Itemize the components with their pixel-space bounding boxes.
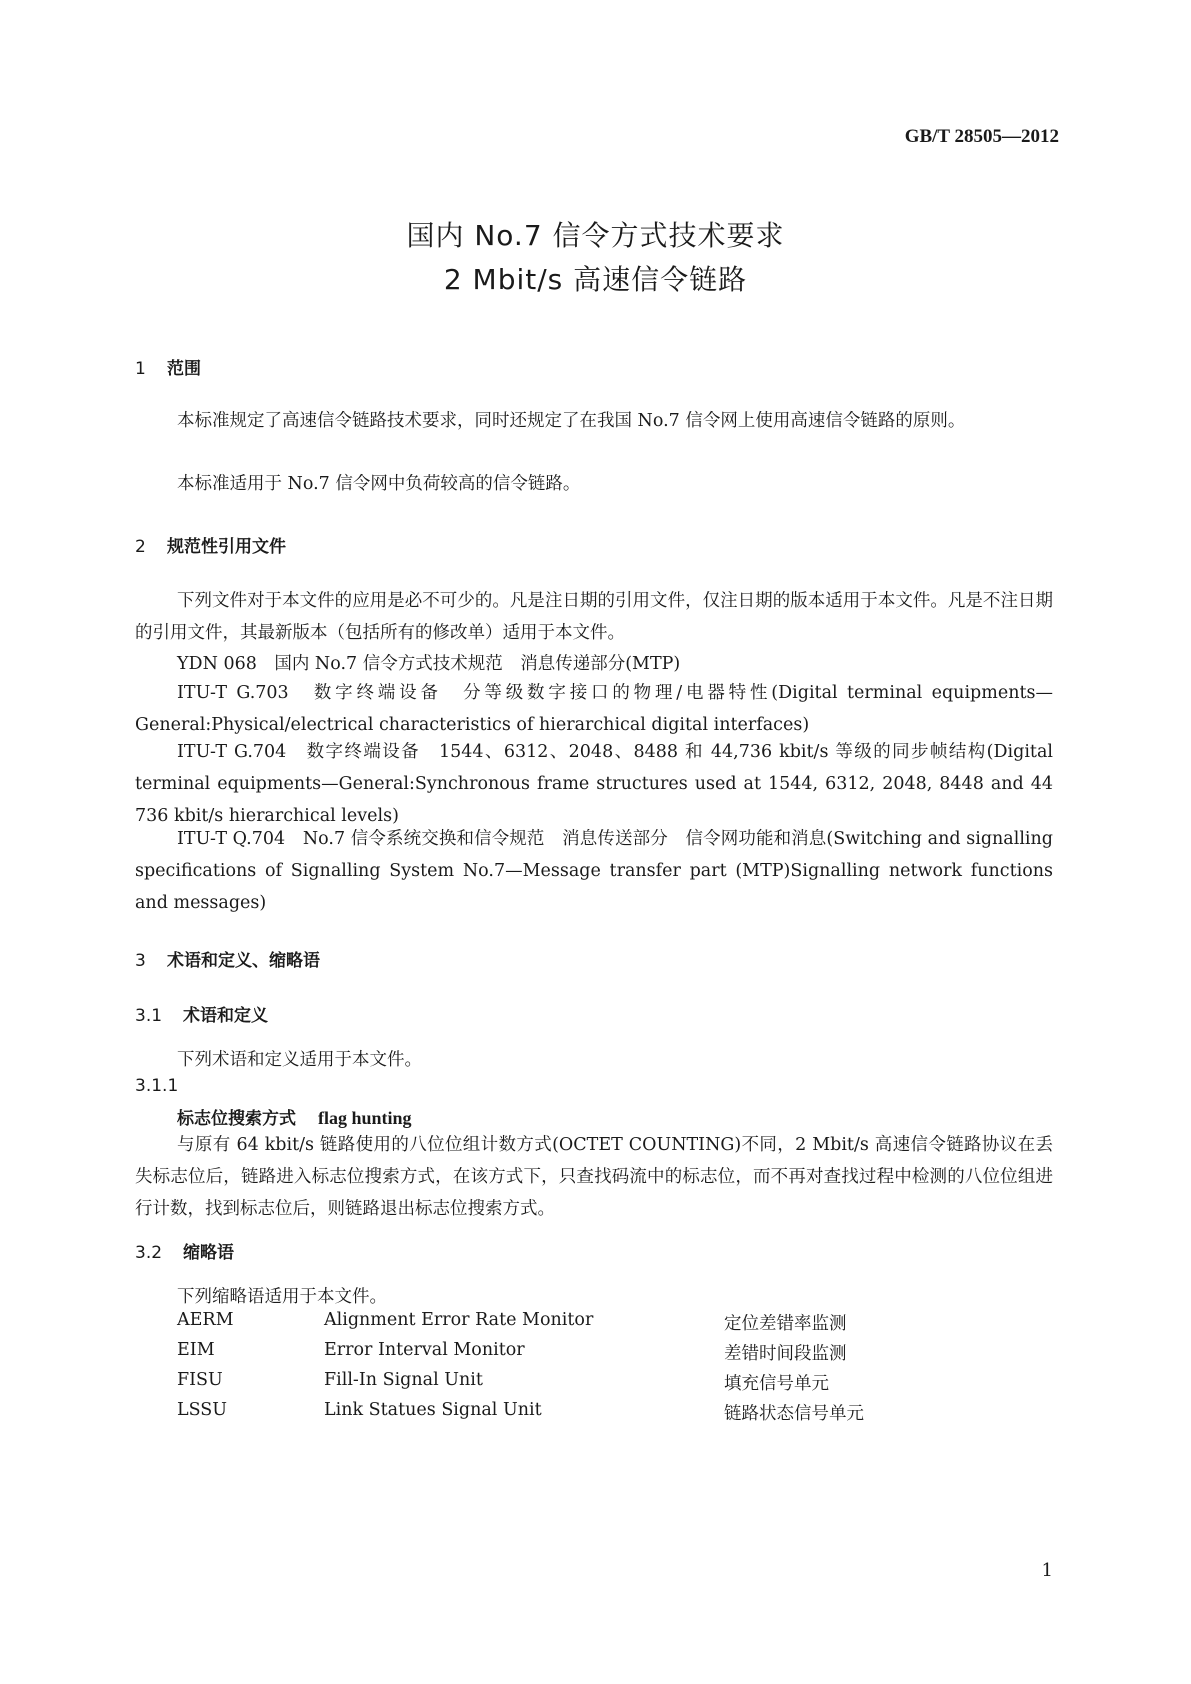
term-number: 3.1.1 — [135, 1076, 179, 1096]
abbreviation-chinese: 链路状态信号单元 — [724, 1404, 864, 1424]
subsection-3-2-intro: 下列缩略语适用于本文件。 — [177, 1287, 387, 1307]
section-1-paragraph: 本标准规定了高速信令链路技术要求，同时还规定了在我国 No.7 信令网上使用高速信令链路的原则。 — [177, 411, 966, 431]
term-cn: 标志位搜索方式 — [177, 1109, 296, 1129]
reference-item: ITU-T G.704 数字终端设备 1544、6312、2048、8488 和 44,736 kbit/s 等级的同步帧结构(Digital terminal equipments—General:Synchronous frame structures used at 1544, 6312, 2048, 8448 and 44 736 kbit/s hierarchical levels) — [135, 742, 1053, 826]
section-title: 规范性引用文件 — [167, 537, 286, 557]
abbreviation-english: Error Interval Monitor — [324, 1340, 525, 1360]
section-1-heading — [135, 354, 201, 379]
abbreviation-row — [177, 1400, 937, 1432]
abbreviation: LSSU — [177, 1400, 228, 1420]
abbreviation-english: Link Statues Signal Unit — [324, 1400, 542, 1420]
abbreviation: EIM — [177, 1340, 215, 1360]
document-title-line2: 2 Mbit/s 高速信令链路 — [443, 263, 748, 296]
reference-item: ITU-T Q.704 No.7 信令系统交换和信令规范 消息传送部分 信令网功能和消息(Switching and signalling specifications of Signalling System No.7—Message transfer part (MTP)Signalling network functions and messages) — [135, 829, 1053, 913]
section-3-heading — [135, 946, 320, 971]
section-title: 范围 — [167, 359, 201, 379]
subsection-3-1-heading — [135, 1001, 268, 1026]
section-number: 3 — [135, 951, 146, 971]
standard-code: GB/T 28505—2012 — [904, 126, 1059, 147]
subsection-title: 缩略语 — [183, 1243, 234, 1263]
abbreviation-chinese: 定位差错率监测 — [724, 1314, 847, 1334]
abbreviation-english: Fill-In Signal Unit — [324, 1370, 483, 1390]
reference-item: ITU-T G.703 数字终端设备 分等级数字接口的物理/电器特性(Digital terminal equipments—General:Physical/electrical characteristics of hierarchical digital interfaces) — [135, 683, 1053, 735]
term-title — [177, 1104, 412, 1129]
section-2-heading — [135, 532, 286, 557]
section-1-paragraph: 本标准适用于 No.7 信令网中负荷较高的信令链路。 — [177, 474, 581, 494]
subsection-title: 术语和定义 — [183, 1006, 268, 1026]
abbreviation-row — [177, 1340, 937, 1372]
section-2-intro: 下列文件对于本文件的应用是必不可少的。凡是注日期的引用文件，仅注日期的版本适用于本文件。凡是不注日期的引用文件，其最新版本（包括所有的修改单）适用于本文件。 — [135, 591, 1053, 643]
abbreviation-chinese: 填充信号单元 — [724, 1374, 829, 1394]
abbreviation: FISU — [177, 1370, 223, 1390]
term-en: flag hunting — [318, 1108, 412, 1128]
section-number: 2 — [135, 537, 146, 557]
subsection-3-1-intro: 下列术语和定义适用于本文件。 — [177, 1050, 422, 1070]
subsection-number: 3.2 — [135, 1243, 163, 1263]
abbreviation-chinese: 差错时间段监测 — [724, 1344, 847, 1364]
reference-item: YDN 068 国内 No.7 信令方式技术规范 消息传递部分(MTP) — [177, 654, 681, 674]
document-title-line1: 国内 No.7 信令方式技术要求 — [406, 219, 785, 252]
subsection-number: 3.1 — [135, 1006, 163, 1026]
section-number: 1 — [135, 359, 146, 379]
abbreviation: AERM — [177, 1310, 234, 1330]
term-definition: 与原有 64 kbit/s 链路使用的八位位组计数方式(OCTET COUNTING)不同，2 Mbit/s 高速信令链路协议在丢失标志位后，链路进入标志位搜索方式，在该方式下，只查找码流中的标志位，而不再对查找过程中检测的八位位组进行计数，找到标志位后，则链路退出标志位搜索方式。 — [135, 1135, 1053, 1219]
abbreviation-english: Alignment Error Rate Monitor — [324, 1310, 594, 1330]
abbreviation-row — [177, 1310, 937, 1342]
abbreviation-row — [177, 1370, 937, 1402]
section-title: 术语和定义、缩略语 — [167, 951, 320, 971]
page-number: 1 — [1041, 1560, 1053, 1581]
subsection-3-2-heading — [135, 1238, 234, 1263]
